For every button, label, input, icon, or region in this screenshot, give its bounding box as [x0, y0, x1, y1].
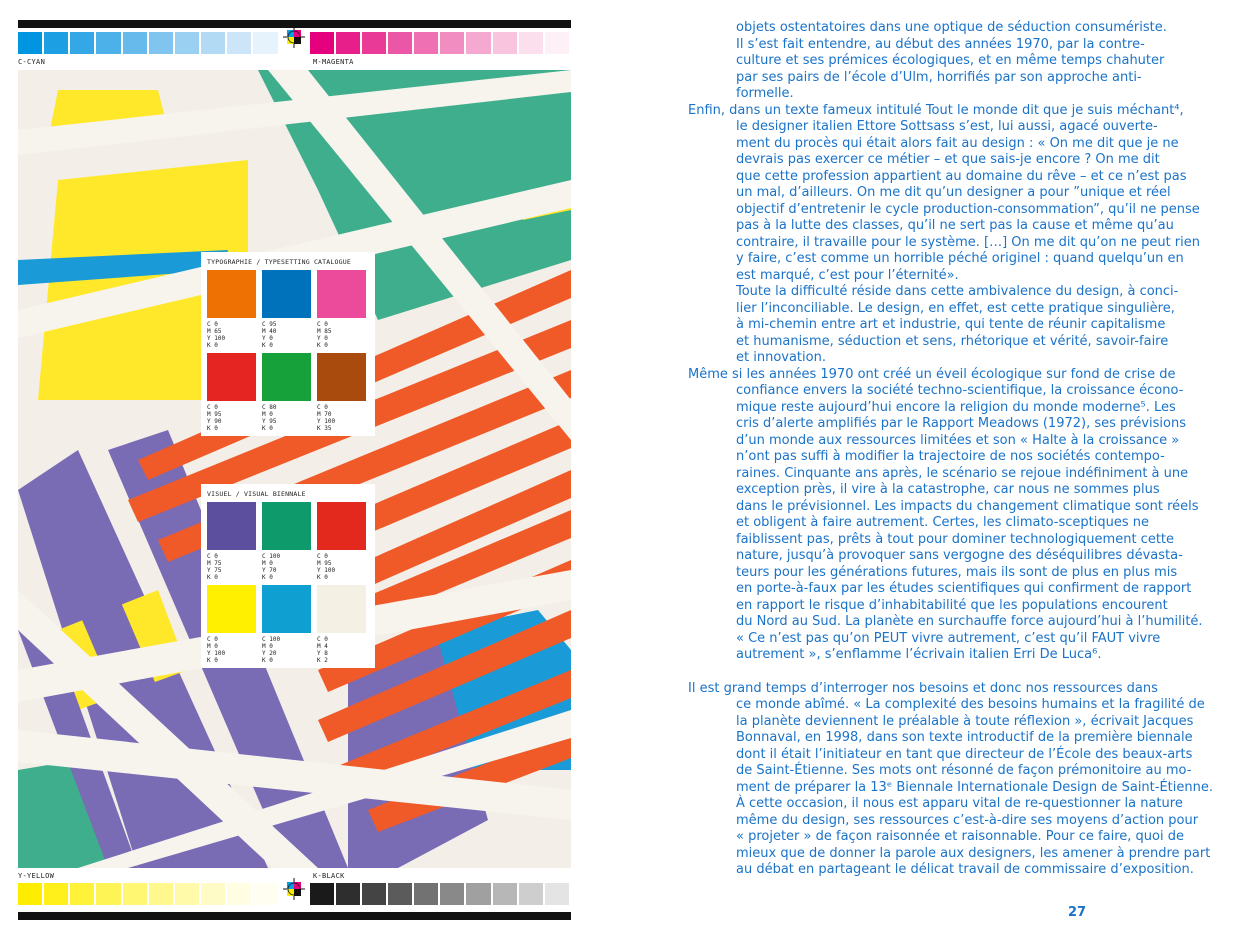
yellow-tint-swatch [18, 883, 42, 905]
text-line: et humanisme, séduction et sens, rhétorique et vérité, savoir-faire [736, 333, 1169, 349]
color-chip [207, 502, 256, 581]
magenta-swatch-strip [310, 32, 572, 54]
yellow-tint-swatch [175, 883, 199, 905]
text-line: confiance envers la société techno-scientifique, la croissance écono- [736, 383, 1184, 398]
yellow-tint-swatch [70, 883, 94, 905]
cyan-tint-swatch [175, 32, 199, 54]
color-chip [317, 353, 366, 432]
text-line: culture et ses prémices écologiques, et en même temps chahuter [736, 53, 1165, 68]
cyan-tint-swatch [253, 32, 277, 54]
text-line: raines. Cinquante ans après, le scénario se rejoue indéfiniment à une [736, 465, 1189, 481]
text-line: ment du procès qui était alors fait au design : « On me dit que je ne [736, 135, 1179, 151]
black-tint-swatch [440, 883, 464, 905]
text-line: à mi-chemin entre art et industrie, qui tente de réunir capitalisme [736, 317, 1166, 332]
black-tint-swatch [519, 883, 543, 905]
cyan-tint-swatch [227, 32, 251, 54]
cmyk-values: C 0 M 0 Y 100 K 0 [207, 636, 226, 664]
cmyk-values: C 95 M 40 Y 0 K 0 [262, 321, 277, 349]
magenta-tint-swatch [336, 32, 360, 54]
text-line: est marqué, c’est pour l’éternité». [736, 267, 959, 283]
cyan-tint-swatch [123, 32, 147, 54]
text-line: Même si les années 1970 ont créé un éveil écologique sur fond de crise de [688, 366, 1176, 382]
text-line: mieux que de donner la parole aux designers, les amener à prendre part [736, 845, 1211, 861]
text-line: objectif d’entretenir le cycle production-consommation”, qu’il ne pense [736, 201, 1200, 217]
text-line: dans le prévisionnel. Les impacts du changement climatique sont réels [736, 498, 1199, 514]
text-line: même du design, ses ressources c’est-à-dire ses moyens d’action pour [736, 812, 1199, 828]
text-line: du Nord au Sud. La planète en surchauffe force aujourd’hui à l’humilité. [736, 614, 1203, 629]
black-tint-swatch [414, 883, 438, 905]
cmyk-values: C 80 M 0 Y 95 K 0 [262, 404, 277, 432]
cyan-tint-swatch [18, 32, 42, 54]
abstract-stripes-illustration [18, 70, 571, 868]
text-line: faiblissent pas, prêts à tout pour dominer technologiquement cette [736, 531, 1175, 547]
typesetting-card-title: TYPOGRAPHIE / TYPESETTING CATALOGUE [207, 258, 351, 266]
text-line: Toute la difficulté réside dans cette ambivalence du design, à conci- [736, 284, 1179, 299]
magenta-tint-swatch [466, 32, 490, 54]
color-chip-swatch [317, 270, 366, 318]
typesetting-chip-grid [207, 270, 369, 432]
magenta-tint-swatch [310, 32, 334, 54]
black-tint-swatch [545, 883, 569, 905]
color-chip-swatch [317, 585, 366, 633]
black-tint-swatch [493, 883, 517, 905]
text-line: contraire, il travaille pour le système. […] On me dit qu’on ne peut rien [736, 234, 1200, 250]
color-chip [317, 502, 366, 581]
color-chip [317, 585, 366, 664]
text-line: Il s’est fait entendre, au début des années 1970, par la contre- [736, 36, 1145, 52]
paragraph [688, 103, 1228, 367]
color-chip-swatch [262, 585, 311, 633]
text-line: en rapport le risque d’inhabitabilité que les populations encourent [736, 597, 1168, 613]
color-chip [207, 585, 256, 664]
bottom-black-bar [18, 912, 571, 920]
text-line: exception près, il vire à la catastrophe, car nous ne sommes plus [736, 482, 1160, 497]
text-line: mique reste aujourd’hui encore la religion du monde moderne⁵. Les [736, 399, 1176, 415]
text-line: par ses pairs de l’école d’Ulm, horrifiés par son approche anti- [736, 69, 1142, 85]
yellow-tint-swatch [227, 883, 251, 905]
typesetting-color-card [201, 252, 375, 436]
text-line: y faire, c’est comme un horrible péché originel : quand quelqu’un en [736, 251, 1184, 266]
visual-card-title: VISUEL / VISUAL BIENNALE [207, 490, 306, 498]
cyan-label: C-CYAN [18, 58, 46, 66]
black-swatch-strip [310, 883, 572, 905]
paragraph [688, 681, 1228, 879]
visual-color-card [201, 484, 375, 668]
text-line: ment de préparer la 13ᵉ Biennale Internationale Design de Saint-Étienne. [736, 779, 1213, 795]
magenta-tint-swatch [519, 32, 543, 54]
text-line: lier l’inconciliable. Le design, en effet, est cette pratique singulière, [736, 300, 1175, 316]
cmyk-values: C 0 M 75 Y 75 K 0 [207, 553, 222, 581]
color-chip [317, 270, 366, 349]
text-line: le designer italien Ettore Sottsass s’est, lui aussi, agacé ouverte- [736, 119, 1158, 134]
text-line: au débat en partageant le délicat travail de commissaire d’exposition. [736, 862, 1194, 877]
black-tint-swatch [336, 883, 360, 905]
text-line: objets ostentatoires dans une optique de séduction consumériste. [736, 20, 1167, 35]
color-chip-swatch [207, 585, 256, 633]
black-tint-swatch [388, 883, 412, 905]
magenta-tint-swatch [388, 32, 412, 54]
text-line: « Ce n’est pas qu’on PEUT vivre autrement, c’est qu’il FAUT vivre [736, 630, 1161, 646]
yellow-tint-swatch [149, 883, 173, 905]
black-label: K-BLACK [313, 872, 345, 880]
paragraph [688, 20, 1228, 103]
magenta-tint-swatch [493, 32, 517, 54]
cmyk-values: C 0 M 4 Y 8 K 2 [317, 636, 328, 664]
visual-chip-grid [207, 502, 369, 664]
color-chip-swatch [207, 353, 256, 401]
text-line: « projeter » de façon raisonnée et raisonnable. Pour ce faire, quoi de [736, 829, 1184, 844]
text-line: Enfin, dans un texte fameux intitulé Tout le monde dit que je suis méchant⁴, [688, 102, 1184, 118]
page-number: 27 [1068, 905, 1087, 920]
black-tint-swatch [362, 883, 386, 905]
color-chip-swatch [207, 270, 256, 318]
text-line: autrement », s’enflamme l’écrivain italien Erri De Luca⁶. [736, 647, 1102, 662]
cmyk-values: C 0 M 65 Y 100 K 0 [207, 321, 226, 349]
yellow-tint-swatch [44, 883, 68, 905]
cmyk-values: C 0 M 95 Y 90 K 0 [207, 404, 222, 432]
magenta-tint-swatch [440, 32, 464, 54]
color-chip-swatch [317, 502, 366, 550]
black-tint-swatch [310, 883, 334, 905]
yellow-tint-swatch [96, 883, 120, 905]
text-line: teurs pour les générations futures, mais ils sont de plus en plus mis [736, 564, 1178, 580]
black-tint-swatch [466, 883, 490, 905]
color-chip [262, 353, 311, 432]
cmyk-values: C 100 M 0 Y 20 K 0 [262, 636, 281, 664]
cyan-tint-swatch [149, 32, 173, 54]
text-line: Il est grand temps d’interroger nos besoins et donc nos ressources dans [688, 680, 1158, 696]
magenta-tint-swatch [545, 32, 569, 54]
magenta-label: M-MAGENTA [313, 58, 354, 66]
color-chip-swatch [262, 270, 311, 318]
text-line: d’un monde aux ressources limitées et son « Halte à la croissance » [736, 432, 1180, 448]
text-line: nature, jusqu’à provoquer sans vergogne des déséquilibres dévasta- [736, 548, 1183, 563]
text-line: À cette occasion, il nous est apparu vital de re-questionner la nature [736, 796, 1183, 811]
yellow-swatch-strip [18, 883, 280, 905]
text-line: et obligent à faire autrement. Certes, les climato-sceptiques ne [736, 515, 1150, 530]
yellow-label: Y-YELLOW [18, 872, 55, 880]
color-chip-swatch [262, 502, 311, 550]
cyan-tint-swatch [201, 32, 225, 54]
cyan-tint-swatch [96, 32, 120, 54]
text-line: un mal, d’ailleurs. On me dit qu’un designer a pour ”unique et réel [736, 185, 1171, 200]
registration-mark-icon [283, 26, 305, 48]
color-chip [207, 353, 256, 432]
text-line: Bonnaval, en 1998, dans son texte introductif de la première biennale [736, 730, 1193, 745]
text-line: pas à la lutte des classes, qu’il ne sert pas la cause et même qu’au [736, 218, 1174, 233]
cmyk-values: C 100 M 0 Y 70 K 0 [262, 553, 281, 581]
text-line: formelle. [736, 86, 794, 101]
paragraph-gap [688, 664, 1228, 681]
text-line: la planète deviennent le préalable à toute réflexion », écrivait Jacques [736, 713, 1194, 729]
magenta-tint-swatch [362, 32, 386, 54]
cmyk-values: C 0 M 95 Y 100 K 0 [317, 553, 336, 581]
color-chip [262, 270, 311, 349]
text-line: n’ont pas suffi à modifier la trajectoire de nos sociétés contempo- [736, 449, 1165, 464]
cmyk-values: C 0 M 85 Y 0 K 0 [317, 321, 332, 349]
yellow-tint-swatch [253, 883, 277, 905]
text-line: de Saint-Étienne. Ses mots ont résonné de façon prémonitoire au mo- [736, 763, 1192, 778]
text-line: en porte-à-faux par les études scientifiques qui confirment de rapport [736, 581, 1192, 596]
text-line: dont il était l’initiateur en tant que directeur de l’École des beaux-arts [736, 746, 1193, 762]
cyan-swatch-strip [18, 32, 280, 54]
cyan-tint-swatch [70, 32, 94, 54]
poster-artwork [18, 70, 571, 868]
text-line: devrais pas exercer ce métier – et que sais-je encore ? On me dit [736, 152, 1160, 167]
color-chip-swatch [207, 502, 256, 550]
color-chip [262, 502, 311, 581]
cyan-tint-swatch [44, 32, 68, 54]
cmyk-values: C 0 M 70 Y 100 K 35 [317, 404, 336, 432]
text-line: ce monde abîmé. « La complexité des besoins humains et la fragilité de [736, 697, 1205, 712]
paragraph [688, 367, 1228, 664]
yellow-tint-swatch [201, 883, 225, 905]
registration-mark-icon [283, 878, 305, 900]
text-line: et innovation. [736, 350, 826, 365]
text-line: que cette profession appartient au domaine du rêve – et ce n’est pas [736, 168, 1187, 184]
color-chip-swatch [317, 353, 366, 401]
body-text-column [688, 20, 1228, 879]
color-chip-swatch [262, 353, 311, 401]
yellow-tint-swatch [123, 883, 147, 905]
color-chip [207, 270, 256, 349]
color-chip [262, 585, 311, 664]
magenta-tint-swatch [414, 32, 438, 54]
text-line: cris d’alerte amplifiés par le Rapport Meadows (1972), ses prévisions [736, 416, 1186, 431]
